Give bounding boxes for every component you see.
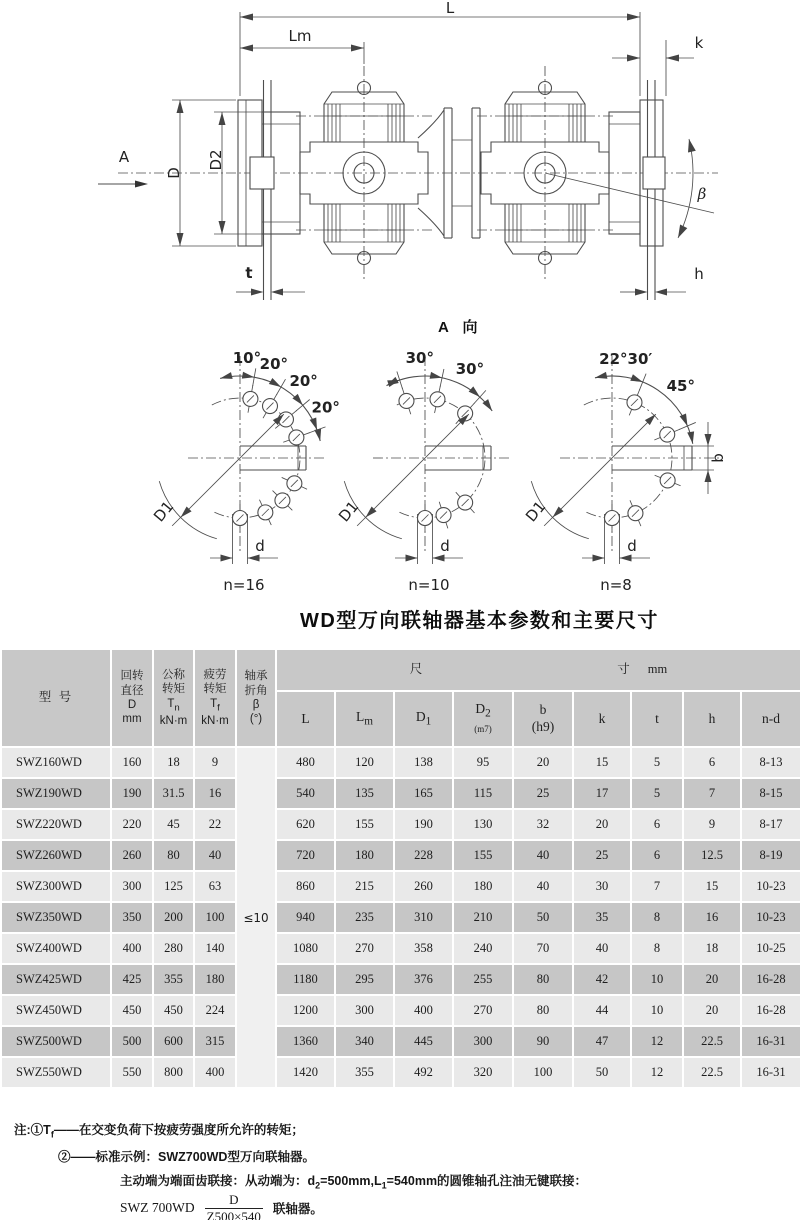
angle-label: 20° bbox=[289, 372, 318, 391]
value-cell: 12 bbox=[631, 1057, 683, 1088]
value-cell: 315 bbox=[194, 1026, 236, 1057]
header-k: k bbox=[573, 691, 631, 747]
model-cell: SWZ400WD bbox=[1, 933, 111, 964]
value-cell: 400 bbox=[194, 1057, 236, 1088]
value-cell: 8 bbox=[631, 933, 683, 964]
value-cell: 32 bbox=[513, 809, 573, 840]
flange-diagram-n16 bbox=[150, 349, 340, 594]
value-cell: 40 bbox=[513, 871, 573, 902]
value-cell: 450 bbox=[111, 995, 153, 1026]
value-cell: 16 bbox=[683, 902, 741, 933]
d1-label: D1 bbox=[521, 497, 550, 526]
value-cell: 355 bbox=[153, 964, 194, 995]
model-cell: SWZ350WD bbox=[1, 902, 111, 933]
value-cell: 240 bbox=[453, 933, 513, 964]
value-cell: 8-17 bbox=[741, 809, 800, 840]
value-cell: 300 bbox=[453, 1026, 513, 1057]
value-cell: 180 bbox=[194, 964, 236, 995]
value-cell: 10-23 bbox=[741, 871, 800, 902]
value-cell: 16-28 bbox=[741, 995, 800, 1026]
value-cell: 100 bbox=[513, 1057, 573, 1088]
value-cell: 600 bbox=[153, 1026, 194, 1057]
value-cell: 300 bbox=[111, 871, 153, 902]
dim-label-t: t bbox=[245, 264, 253, 282]
value-cell: 50 bbox=[513, 902, 573, 933]
value-cell: 15 bbox=[683, 871, 741, 902]
header-Lm: $L_m$ bbox=[335, 691, 394, 747]
value-cell: 190 bbox=[394, 809, 453, 840]
hole-count-label: n=16 bbox=[223, 576, 265, 594]
value-cell: 500 bbox=[111, 1026, 153, 1057]
header-D1: $D_1$ bbox=[394, 691, 453, 747]
value-cell: 47 bbox=[573, 1026, 631, 1057]
model-cell: SWZ160WD bbox=[1, 747, 111, 778]
value-cell: 215 bbox=[335, 871, 394, 902]
value-cell: 300 bbox=[335, 995, 394, 1026]
value-cell: 165 bbox=[394, 778, 453, 809]
note-3: 主动端为端面齿联接：从动端为：$d_2=500mm,L_1=540mm$的圆锥轴孔注油无键联接： bbox=[120, 1174, 588, 1191]
value-cell: 6 bbox=[631, 840, 683, 871]
value-cell: 10 bbox=[631, 964, 683, 995]
value-cell: 40 bbox=[513, 840, 573, 871]
value-cell: 20 bbox=[513, 747, 573, 778]
value-cell: 22.5 bbox=[683, 1057, 741, 1088]
value-cell: 376 bbox=[394, 964, 453, 995]
table-row bbox=[1, 778, 800, 809]
value-cell: 224 bbox=[194, 995, 236, 1026]
value-cell: 22.5 bbox=[683, 1026, 741, 1057]
value-cell: 320 bbox=[453, 1057, 513, 1088]
value-cell: 310 bbox=[394, 902, 453, 933]
value-cell: 16-31 bbox=[741, 1026, 800, 1057]
header-D2: $D_2$ (m7) bbox=[453, 691, 513, 747]
header-fatigue-torque: 疲劳 转矩 $T_f$ kN·m bbox=[194, 649, 236, 747]
value-cell: 425 bbox=[111, 964, 153, 995]
value-cell: 280 bbox=[153, 933, 194, 964]
value-cell: 260 bbox=[394, 871, 453, 902]
table-row bbox=[1, 871, 800, 902]
d1-label: D1 bbox=[149, 497, 178, 526]
value-cell: 270 bbox=[335, 933, 394, 964]
value-cell: 155 bbox=[335, 809, 394, 840]
header-h: h bbox=[683, 691, 741, 747]
value-cell: 255 bbox=[453, 964, 513, 995]
header-model: 型 号 bbox=[1, 649, 111, 747]
value-cell: 480 bbox=[276, 747, 335, 778]
table-row bbox=[1, 809, 800, 840]
value-cell: 63 bbox=[194, 871, 236, 902]
dim-label-h: h bbox=[694, 265, 704, 283]
coupling-drawing bbox=[0, 0, 800, 350]
value-cell: 18 bbox=[683, 933, 741, 964]
table-row bbox=[1, 964, 800, 995]
value-cell: 12 bbox=[631, 1026, 683, 1057]
value-cell: 12.5 bbox=[683, 840, 741, 871]
formula-prefix: SWZ 700WD bbox=[120, 1200, 195, 1216]
value-cell: 44 bbox=[573, 995, 631, 1026]
model-cell: SWZ425WD bbox=[1, 964, 111, 995]
value-cell: 10-23 bbox=[741, 902, 800, 933]
model-cell: SWZ550WD bbox=[1, 1057, 111, 1088]
view-direction-arrow bbox=[135, 181, 148, 188]
value-cell: 10-25 bbox=[741, 933, 800, 964]
header-bearing-angle: 轴承 折角 β (°) bbox=[236, 649, 276, 747]
value-cell: 1180 bbox=[276, 964, 335, 995]
angle-label: 30° bbox=[455, 359, 485, 378]
value-cell: 800 bbox=[153, 1057, 194, 1088]
value-cell: 7 bbox=[631, 871, 683, 902]
view-a-arrow-label: A bbox=[118, 148, 130, 166]
angle-label: 10° bbox=[232, 349, 262, 368]
formula-fraction bbox=[205, 1192, 263, 1220]
value-cell: 45 bbox=[153, 809, 194, 840]
d1-label: D1 bbox=[334, 497, 363, 526]
header-b: b (h9) bbox=[513, 691, 573, 747]
hole-count-label: n=10 bbox=[408, 576, 450, 594]
value-cell: 70 bbox=[513, 933, 573, 964]
value-cell: 180 bbox=[453, 871, 513, 902]
value-cell: 235 bbox=[335, 902, 394, 933]
value-cell: 120 bbox=[335, 747, 394, 778]
value-cell: 20 bbox=[683, 995, 741, 1026]
d-label: d bbox=[627, 537, 637, 555]
note-formula bbox=[120, 1192, 323, 1220]
flange-diagram-n8 bbox=[522, 350, 727, 594]
value-cell: 220 bbox=[111, 809, 153, 840]
value-cell: 550 bbox=[111, 1057, 153, 1088]
value-cell: 80 bbox=[513, 964, 573, 995]
dim-label-beta: β bbox=[697, 185, 707, 203]
value-cell: 270 bbox=[453, 995, 513, 1026]
value-cell: 350 bbox=[111, 902, 153, 933]
value-cell: 260 bbox=[111, 840, 153, 871]
value-cell: 860 bbox=[276, 871, 335, 902]
value-cell: 1080 bbox=[276, 933, 335, 964]
value-cell: 20 bbox=[683, 964, 741, 995]
model-cell: SWZ450WD bbox=[1, 995, 111, 1026]
header-L: L bbox=[276, 691, 335, 747]
value-cell: 9 bbox=[683, 809, 741, 840]
dim-label-D2: D2 bbox=[207, 149, 225, 171]
value-cell: 5 bbox=[631, 747, 683, 778]
dim-label-k: k bbox=[694, 34, 704, 52]
value-cell: 100 bbox=[194, 902, 236, 933]
value-cell: 492 bbox=[394, 1057, 453, 1088]
table-row bbox=[1, 1057, 800, 1088]
value-cell: 7 bbox=[683, 778, 741, 809]
value-cell: 228 bbox=[394, 840, 453, 871]
value-cell: 135 bbox=[335, 778, 394, 809]
value-cell: 1360 bbox=[276, 1026, 335, 1057]
value-cell: 5 bbox=[631, 778, 683, 809]
value-cell: 40 bbox=[573, 933, 631, 964]
value-cell: 18 bbox=[153, 747, 194, 778]
value-cell: 80 bbox=[513, 995, 573, 1026]
angle-label: 20° bbox=[259, 354, 289, 373]
value-cell: 210 bbox=[453, 902, 513, 933]
page-title: WD型万向联轴器基本参数和主要尺寸 bbox=[300, 610, 659, 632]
value-cell: 1200 bbox=[276, 995, 335, 1026]
value-cell: 358 bbox=[394, 933, 453, 964]
value-cell: 8 bbox=[631, 902, 683, 933]
value-cell: 80 bbox=[153, 840, 194, 871]
value-cell: 115 bbox=[453, 778, 513, 809]
value-cell: 125 bbox=[153, 871, 194, 902]
value-cell: 22 bbox=[194, 809, 236, 840]
value-cell: 160 bbox=[111, 747, 153, 778]
value-cell: 138 bbox=[394, 747, 453, 778]
value-cell: 295 bbox=[335, 964, 394, 995]
value-cell: 400 bbox=[111, 933, 153, 964]
angle-label: 30° bbox=[405, 349, 435, 368]
d-label: d bbox=[255, 537, 265, 555]
value-cell: 8-19 bbox=[741, 840, 800, 871]
formula-numerator: D bbox=[205, 1192, 263, 1209]
table-row bbox=[1, 840, 800, 871]
value-cell: 355 bbox=[335, 1057, 394, 1088]
note-1: 注$:①T_f——$在交变负荷下按疲劳强度所允许的转矩； bbox=[14, 1123, 304, 1140]
value-cell: 1420 bbox=[276, 1057, 335, 1088]
value-cell: 400 bbox=[394, 995, 453, 1026]
angle-label: 20° bbox=[311, 398, 340, 417]
beta-merged-cell: ≤10 bbox=[236, 747, 276, 1088]
value-cell: 620 bbox=[276, 809, 335, 840]
hole-count-label: n=8 bbox=[600, 576, 632, 594]
value-cell: 42 bbox=[573, 964, 631, 995]
value-cell: 6 bbox=[683, 747, 741, 778]
model-cell: SWZ190WD bbox=[1, 778, 111, 809]
value-cell: 140 bbox=[194, 933, 236, 964]
value-cell: 8-15 bbox=[741, 778, 800, 809]
value-cell: 25 bbox=[573, 840, 631, 871]
table-row bbox=[1, 747, 800, 778]
dim-label-L: L bbox=[445, 0, 455, 17]
value-cell: 50 bbox=[573, 1057, 631, 1088]
value-cell: 20 bbox=[573, 809, 631, 840]
value-cell: 16-31 bbox=[741, 1057, 800, 1088]
value-cell: 720 bbox=[276, 840, 335, 871]
header-n-d: n-d bbox=[741, 691, 800, 747]
value-cell: 450 bbox=[153, 995, 194, 1026]
angle-label: 22°30′ bbox=[599, 349, 653, 368]
value-cell: 25 bbox=[513, 778, 573, 809]
value-cell: 8-13 bbox=[741, 747, 800, 778]
model-cell: SWZ220WD bbox=[1, 809, 111, 840]
header-dimensions: 尺 寸 mm bbox=[276, 649, 800, 691]
table-row bbox=[1, 1026, 800, 1057]
dim-label-Lm: Lm bbox=[288, 27, 312, 45]
value-cell: 180 bbox=[335, 840, 394, 871]
formula-denominator: Z500×540 bbox=[206, 1208, 261, 1220]
flange-diagrams bbox=[0, 348, 800, 595]
value-cell: 95 bbox=[453, 747, 513, 778]
value-cell: 200 bbox=[153, 902, 194, 933]
header-diameter: 回转 直径 D mm bbox=[111, 649, 153, 747]
model-cell: SWZ260WD bbox=[1, 840, 111, 871]
value-cell: 16-28 bbox=[741, 964, 800, 995]
model-cell: SWZ500WD bbox=[1, 1026, 111, 1057]
value-cell: 40 bbox=[194, 840, 236, 871]
value-cell: 16 bbox=[194, 778, 236, 809]
table-row bbox=[1, 995, 800, 1026]
d-label: d bbox=[440, 537, 450, 555]
value-cell: 130 bbox=[453, 809, 513, 840]
header-t: t bbox=[631, 691, 683, 747]
value-cell: 155 bbox=[453, 840, 513, 871]
value-cell: 31.5 bbox=[153, 778, 194, 809]
angle-label: 45° bbox=[666, 376, 695, 395]
value-cell: 9 bbox=[194, 747, 236, 778]
formula-suffix: 联轴器。 bbox=[272, 1202, 323, 1217]
value-cell: 6 bbox=[631, 809, 683, 840]
value-cell: 15 bbox=[573, 747, 631, 778]
parameters-table bbox=[0, 648, 800, 1089]
model-cell: SWZ300WD bbox=[1, 871, 111, 902]
value-cell: 340 bbox=[335, 1026, 394, 1057]
value-cell: 17 bbox=[573, 778, 631, 809]
table-row bbox=[1, 902, 800, 933]
value-cell: 10 bbox=[631, 995, 683, 1026]
value-cell: 30 bbox=[573, 871, 631, 902]
value-cell: 940 bbox=[276, 902, 335, 933]
view-a-label: A 向 bbox=[438, 319, 483, 336]
header-nominal-torque: 公称 转矩 $T_n$ kN·m bbox=[153, 649, 194, 747]
table-row bbox=[1, 933, 800, 964]
value-cell: 190 bbox=[111, 778, 153, 809]
note-2: ②——标准示例：SWZ700WD型万向联轴器。 bbox=[58, 1150, 315, 1164]
b-label: b bbox=[709, 453, 727, 463]
value-cell: 540 bbox=[276, 778, 335, 809]
dim-label-D: D bbox=[165, 167, 183, 179]
flange-diagram-n10 bbox=[335, 349, 511, 594]
value-cell: 90 bbox=[513, 1026, 573, 1057]
value-cell: 35 bbox=[573, 902, 631, 933]
value-cell: 445 bbox=[394, 1026, 453, 1057]
